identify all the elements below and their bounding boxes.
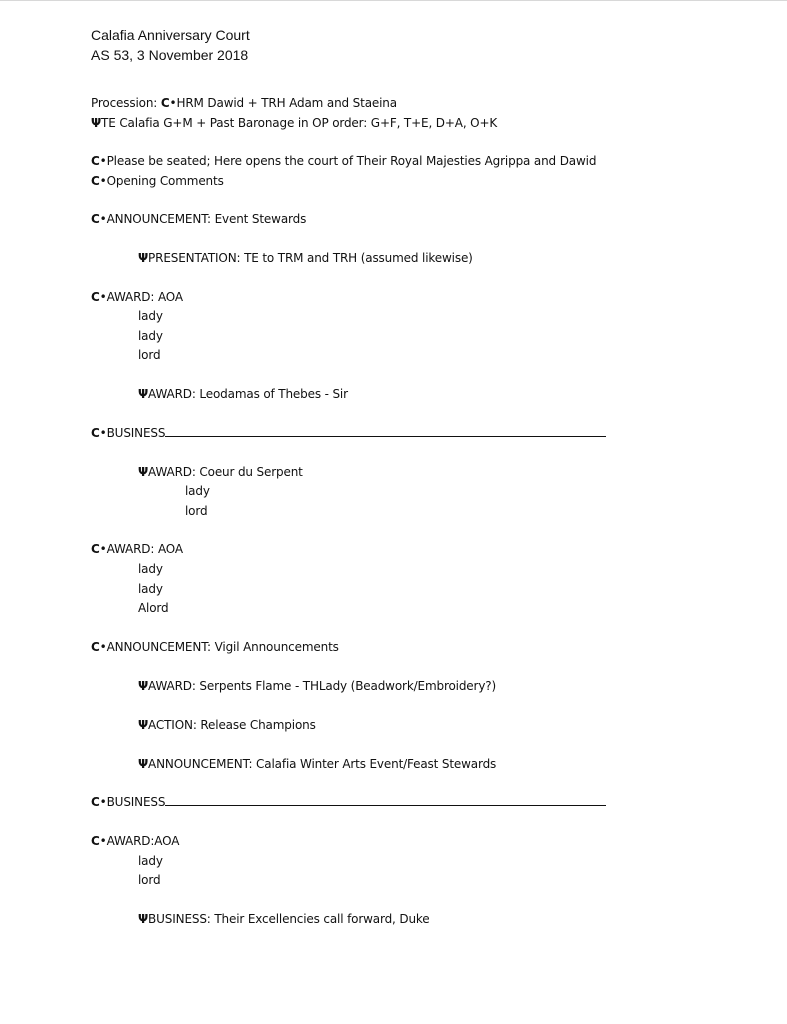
action-release-champions: [138, 718, 316, 732]
recipient-name: lady: [185, 484, 210, 498]
business-line-1: [91, 426, 606, 440]
award-aoa-3: [91, 834, 179, 848]
recipient-name: lord: [138, 348, 161, 362]
document-title: Calafia Anniversary Court: [91, 27, 250, 43]
business-text: •BUSINESS: [99, 426, 166, 440]
psi-marker: Ψ: [138, 465, 149, 479]
award-text: •AWARD: AOA: [99, 542, 183, 556]
procession-text-2: TE Calafia G+M + Past Baronage in OP order: G+F, T+E, D+A, O+K: [101, 116, 498, 130]
crown-marker: C: [91, 154, 100, 168]
announcement-vigil: [91, 640, 339, 654]
opening-comments-line: [91, 174, 224, 188]
business-text: •BUSINESS: [99, 795, 166, 809]
award-coeur-du-serpent: [138, 465, 303, 479]
recipient-name: lady: [138, 309, 163, 323]
crown-marker: C: [91, 542, 100, 556]
action-text: ACTION: Release Champions: [148, 718, 316, 732]
psi-marker: Ψ: [138, 912, 149, 926]
business-text: BUSINESS: Their Excellencies call forward, Duke: [148, 912, 430, 926]
psi-marker: Ψ: [138, 757, 149, 771]
award-aoa-1: [91, 290, 183, 304]
crown-marker: C: [91, 212, 100, 226]
opening-line: [91, 154, 596, 168]
recipient-name: lady: [138, 329, 163, 343]
procession-line: [91, 96, 397, 110]
psi-marker: Ψ: [138, 251, 149, 265]
procession-label: Procession:: [91, 96, 161, 110]
business-line-2: [91, 795, 606, 809]
presentation-text: PRESENTATION: TE to TRM and TRH (assumed likewise): [148, 251, 473, 265]
crown-marker: C: [91, 834, 100, 848]
opening-text: •Please be seated; Here opens the court of Their Royal Majesties Agrippa and Dawid: [99, 154, 597, 168]
recipient-name: lady: [138, 562, 163, 576]
crown-marker: C: [91, 174, 100, 188]
presentation-line: [138, 251, 473, 265]
crown-marker: C: [160, 96, 170, 110]
announcement-event-stewards: [91, 212, 306, 226]
award-text: AWARD: Serpents Flame - THLady (Beadwork/Embroidery?): [148, 679, 497, 693]
announcement-text: ANNOUNCEMENT: Calafia Winter Arts Event/Feast Stewards: [148, 757, 497, 771]
award-aoa-2: [91, 542, 183, 556]
recipient-name: lady: [138, 854, 163, 868]
psi-marker: Ψ: [138, 679, 149, 693]
award-serpents-flame: [138, 679, 496, 693]
psi-marker: Ψ: [91, 116, 102, 130]
psi-marker: Ψ: [138, 718, 149, 732]
opening-comments-text: •Opening Comments: [99, 174, 224, 188]
award-leodamas: [138, 387, 348, 401]
crown-marker: C: [91, 426, 100, 440]
recipient-name: lady: [138, 582, 163, 596]
announcement-winter-arts: [138, 757, 496, 771]
announcement-text: •ANNOUNCEMENT: Vigil Announcements: [99, 640, 339, 654]
award-text: •AWARD:AOA: [99, 834, 180, 848]
business-excellencies: [138, 912, 430, 926]
recipient-name: lord: [138, 873, 161, 887]
blank-underline: [165, 426, 606, 437]
award-text: •AWARD: AOA: [99, 290, 183, 304]
recipient-name: Alord: [138, 601, 169, 615]
psi-marker: Ψ: [138, 387, 149, 401]
crown-marker: C: [91, 640, 100, 654]
award-text: AWARD: Coeur du Serpent: [148, 465, 303, 479]
crown-marker: C: [91, 290, 100, 304]
crown-marker: C: [91, 795, 100, 809]
blank-underline: [165, 795, 606, 806]
award-text: AWARD: Leodamas of Thebes - Sir: [148, 387, 348, 401]
procession-text: •HRM Dawid + TRH Adam and Staeina: [169, 96, 397, 110]
procession-line-2: [91, 116, 497, 130]
recipient-name: lord: [185, 504, 208, 518]
document-date: AS 53, 3 November 2018: [91, 47, 249, 63]
announcement-text: •ANNOUNCEMENT: Event Stewards: [99, 212, 307, 226]
